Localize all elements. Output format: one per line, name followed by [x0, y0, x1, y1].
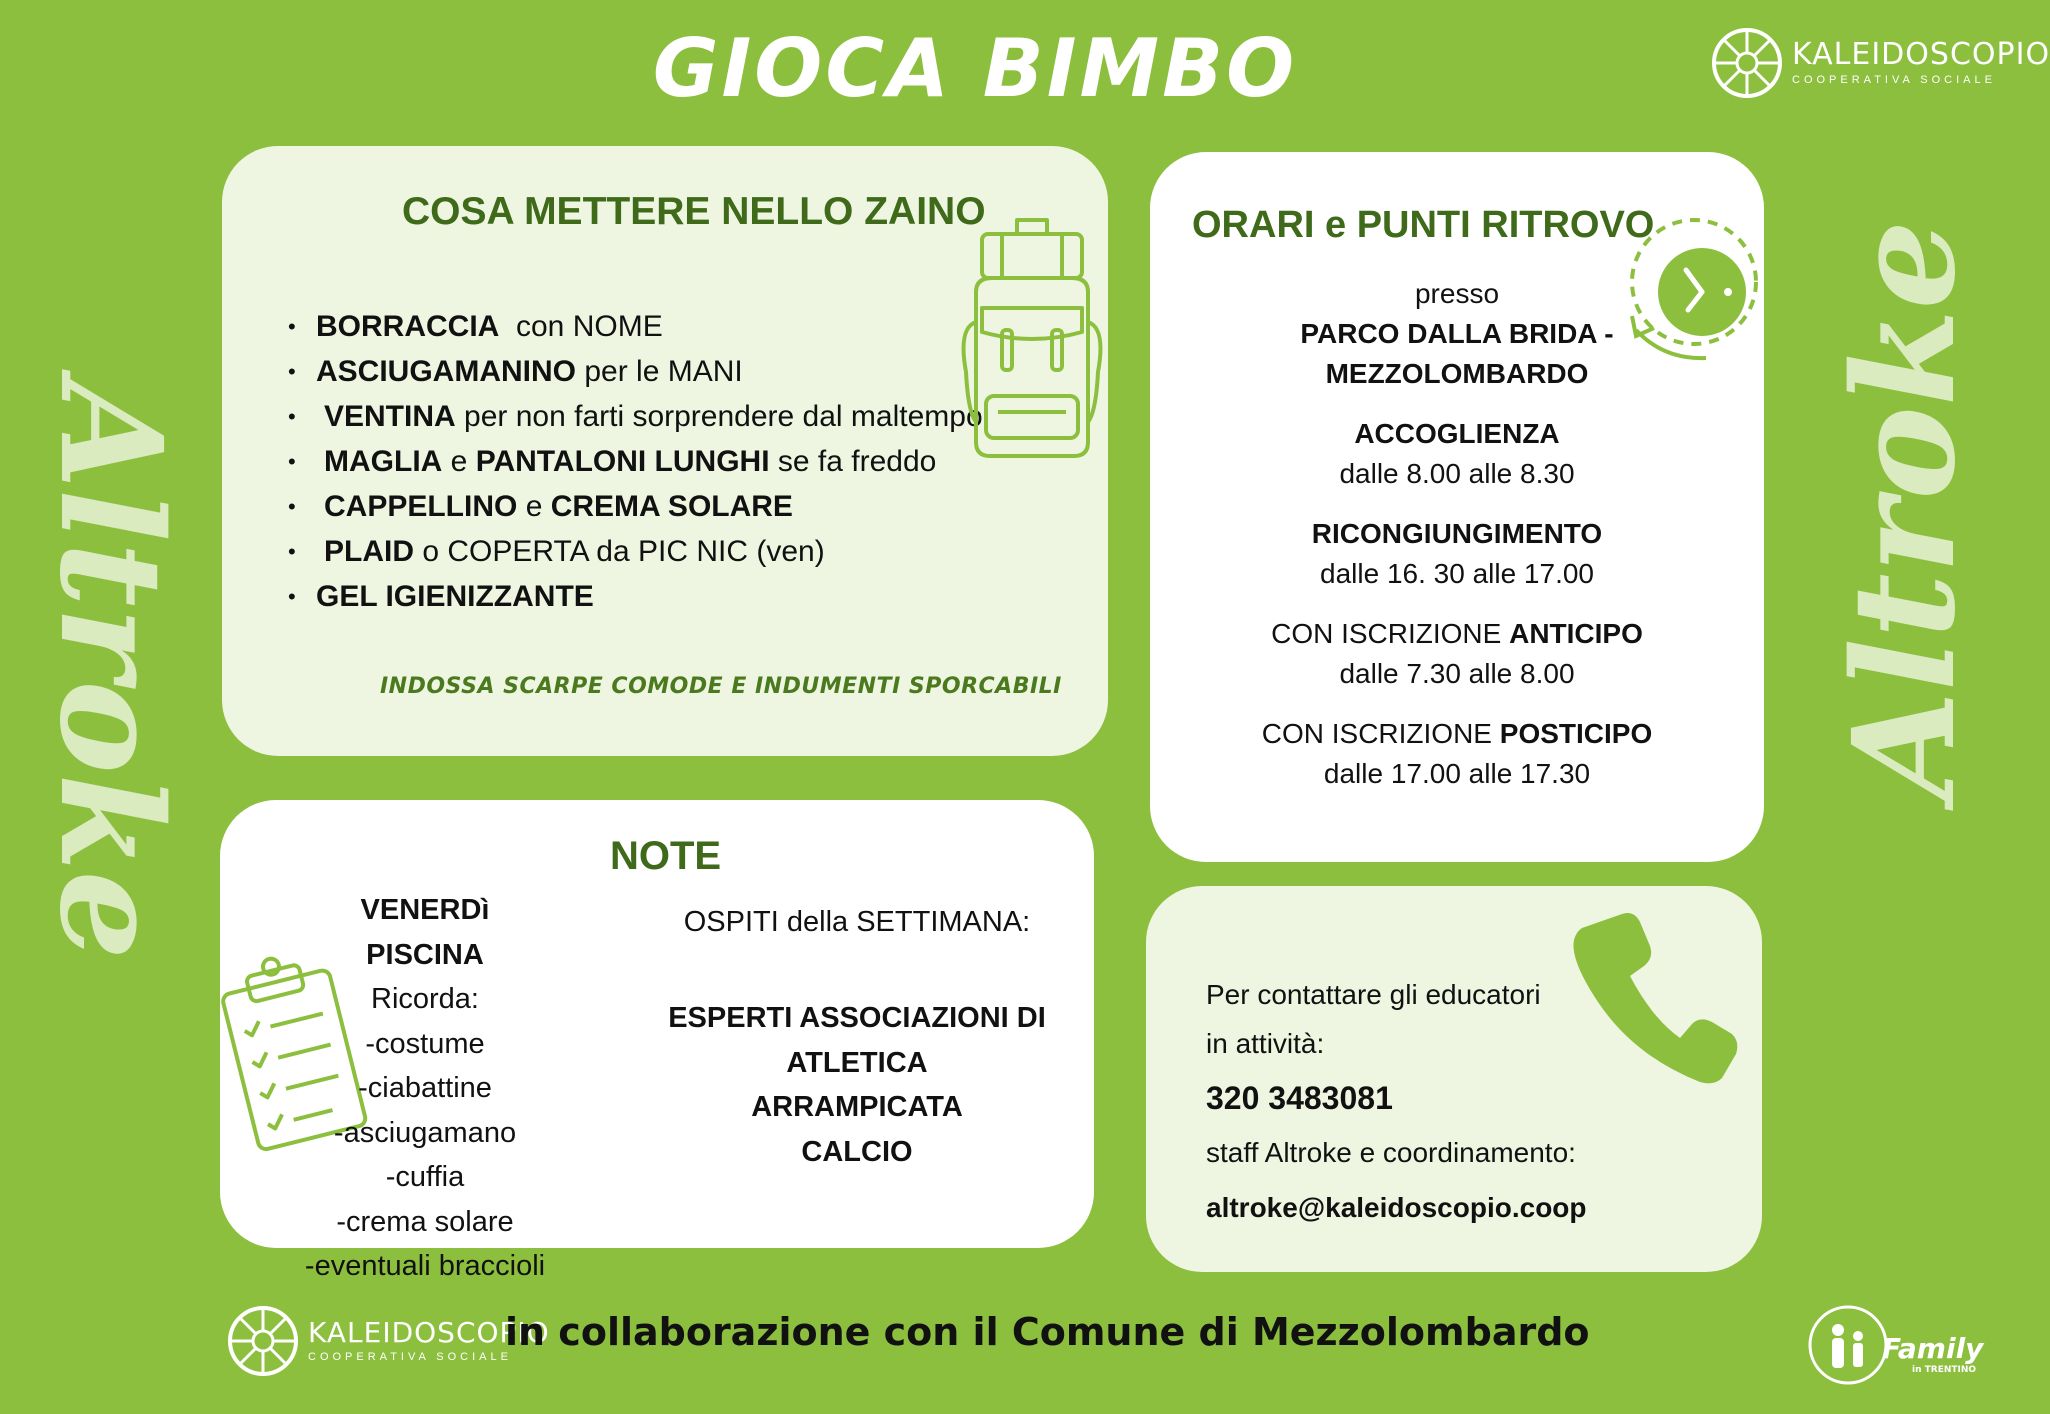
- accoglienza-time: dalle 8.00 alle 8.30: [1339, 458, 1575, 489]
- anticipo-time: dalle 7.30 alle 8.00: [1339, 658, 1575, 689]
- list-item: -costume: [365, 1027, 485, 1060]
- list-item: • PLAID o COPERTA da PIC NIC (ven): [288, 529, 983, 574]
- kaleidoscope-icon: [226, 1304, 300, 1378]
- venerdi-piscina: VENERDì PISCINA: [360, 894, 490, 971]
- orari-heading: ORARI e PUNTI RITROVO: [1192, 204, 1655, 246]
- contact-line1: Per contattare gli educatori: [1206, 979, 1541, 1010]
- esperti-list: [668, 996, 1046, 1174]
- list-item: -asciugamano: [333, 1116, 517, 1149]
- family-trentino-logo: [1808, 1300, 1984, 1395]
- list-item: • BORRACCIA con NOME: [288, 304, 983, 349]
- kaleidoscopio-logo-bottom: [226, 1304, 550, 1378]
- zaino-list: [288, 304, 983, 619]
- side-word-right: Altroke: [1823, 220, 1987, 800]
- list-item: ATLETICA: [786, 1046, 928, 1079]
- logo-sub: COOPERATIVA SOCIALE: [308, 1351, 512, 1363]
- contact-line3: staff Altroke e coordinamento:: [1206, 1137, 1576, 1168]
- contact-info: [1206, 970, 1587, 1232]
- phone-number[interactable]: 320 3483081: [1206, 1080, 1393, 1116]
- contact-card: [1146, 886, 1762, 1272]
- logo-brand: KALEIDOSCOPIO: [1792, 37, 2050, 72]
- presso-text: presso: [1414, 278, 1500, 309]
- family-word: Family: [1882, 1332, 1984, 1365]
- place-line1: PARCO DALLA BRIDA -: [1300, 318, 1614, 349]
- ospiti-label: OSPITI della SETTIMANA:: [683, 906, 1031, 938]
- note-heading: NOTE: [610, 834, 722, 878]
- posticipo-time: dalle 17.00 alle 17.30: [1323, 758, 1591, 789]
- place-line2: MEZZOLOMBARDO: [1325, 358, 1589, 389]
- family-figures-icon: [1808, 1300, 1984, 1390]
- zaino-heading: COSA METTERE NELLO ZAINO: [402, 190, 986, 233]
- list-item: -eventuali braccioli: [304, 1250, 546, 1282]
- phone-icon: [1560, 906, 1740, 1086]
- backpack-icon: [962, 212, 1102, 462]
- logo-brand: KALEIDOSCOPIO: [308, 1316, 550, 1349]
- list-item: ARRAMPICATA: [751, 1091, 963, 1123]
- zaino-card: [222, 146, 1108, 756]
- orari-body: [1150, 274, 1764, 794]
- note-card: [220, 800, 1094, 1282]
- list-item: • CAPPELLINO e CREMA SOLARE: [288, 484, 983, 529]
- anticipo-label: CON ISCRIZIONE ANTICIPO: [1271, 618, 1643, 649]
- list-item: CALCIO: [801, 1135, 913, 1168]
- list-item: -cuffia: [385, 1161, 465, 1193]
- list-item: ESPERTI ASSOCIAZIONI DI: [668, 1002, 1046, 1034]
- note-left: [300, 888, 550, 1289]
- list-item: • MAGLIA e PANTALONI LUNGHI se fa freddo: [288, 439, 983, 484]
- list-item: • ASCIUGAMANINO per le MANI: [288, 349, 983, 394]
- kaleidoscopio-logo-top: [1710, 26, 2050, 100]
- ricongiungimento-time: dalle 16. 30 alle 17.00: [1320, 558, 1594, 589]
- kaleidoscope-icon: [1710, 26, 1784, 100]
- logo-sub: COOPERATIVA SOCIALE: [1792, 74, 1996, 86]
- accoglienza-label: ACCOGLIENZA: [1354, 418, 1560, 449]
- footer-text: in collaborazione con il Comune di Mezzolombardo: [505, 1310, 1590, 1354]
- page-title: GIOCA BIMBO: [652, 22, 1298, 115]
- ricorda-label: Ricorda:: [371, 983, 479, 1015]
- note-right: [668, 900, 1046, 1174]
- list-item: • VENTINA per non farti sorprendere dal maltempo: [288, 394, 983, 439]
- list-item: -crema solare: [336, 1205, 514, 1238]
- orari-card: [1150, 152, 1764, 862]
- list-item: • GEL IGIENIZZANTE: [288, 574, 983, 619]
- zaino-note: INDOSSA SCARPE COMODE E INDUMENTI SPORCABILI: [380, 674, 1062, 699]
- email-link[interactable]: altroke@kaleidoscopio.coop: [1206, 1192, 1587, 1223]
- posticipo-label: CON ISCRIZIONE POSTICIPO: [1261, 718, 1653, 749]
- side-word-left: Altroke: [28, 380, 192, 960]
- family-sub: in TRENTINO: [1912, 1365, 1977, 1375]
- ricongiungimento-label: RICONGIUNGIMENTO: [1311, 518, 1603, 549]
- contact-line2: in attività:: [1206, 1028, 1325, 1059]
- list-item: -ciabattine: [358, 1072, 492, 1104]
